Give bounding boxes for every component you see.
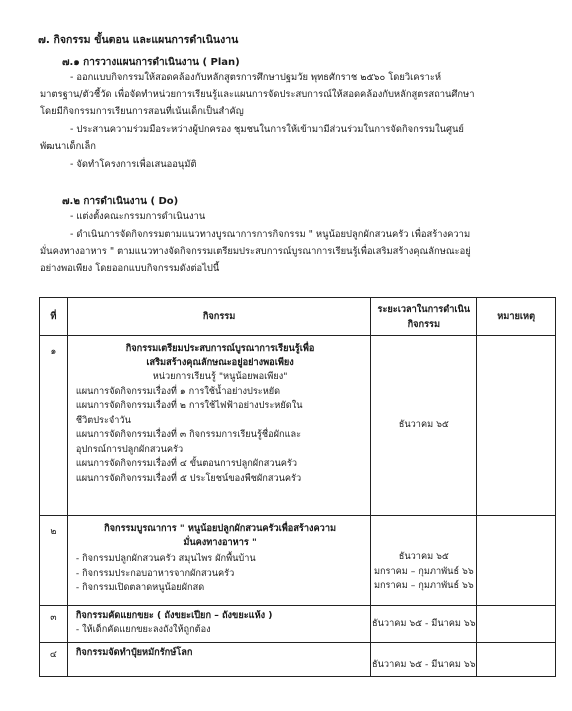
plan-line: โดยมีกิจกรรมการเรียนการสอนที่เน้นเด็กเป็นสำคัญ xyxy=(40,106,244,117)
plan-line: - ประสานความร่วมมือระหว่างผู้ปกครอง ชุมชนในการให้เข้ามามีส่วนร่วมในการจัดกิจกรรมในศูนย์ xyxy=(70,124,464,135)
row-remark xyxy=(477,606,556,643)
plan-line: มาตรฐาน/ตัวชี้วัด เพื่อจัดทำหน่วยการเรียนรู้และแผนการจัดประสบการณ์ให้สอดคล้องกับหลักสูตรสถานศึกษา xyxy=(40,89,475,100)
activity-unit: หน่วยการเรียนรู้ "หนูน้อยพอเพียง" xyxy=(152,371,288,382)
table-row xyxy=(40,642,556,676)
row-number: ๓ xyxy=(40,606,68,643)
row-remark xyxy=(477,642,556,676)
do-line: - ดำเนินการจัดกิจกรรมตามแนวทางบูรณาการการกิจกรรม " หนูน้อยปลูกผักสวนครัว เพื่อสร้างความ xyxy=(70,229,471,240)
row-number: ๔ xyxy=(40,642,68,676)
table-row xyxy=(40,336,556,516)
plan-line: พัฒนาเด็กเล็ก xyxy=(40,141,96,152)
activity-title: กิจกรรมเตรียมประสบการณ์บูรณาการเรียนรู้เพื่อ xyxy=(125,343,315,354)
period-text: มกราคม – กุมภาพันธ์ ๖๖ xyxy=(373,565,474,577)
section-title: ๗. กิจกรรม ขั้นตอน และแผนการดำเนินงาน xyxy=(38,34,239,46)
plan-line: - จัดทำโครงการเพื่อเสนออนุมัติ xyxy=(70,159,197,170)
header-remark: หมายเหตุ xyxy=(477,298,556,336)
activity-line: แผนการจัดกิจกรรมเรื่องที่ ๓ กิจกรรมการเรียนรู้ชื่อผักและ xyxy=(75,429,302,440)
activity-line: แผนการจัดกิจกรรมเรื่องที่ ๑ การใช้น้ำอย่างประหยัด xyxy=(75,385,281,397)
activity-title: กิจกรรมบูรณาการ " หนูน้อยปลูกผักสวนครัวเพื่อสร้างความ xyxy=(104,523,337,534)
row-activity xyxy=(67,642,370,676)
row-remark xyxy=(477,516,556,606)
period-text: ธันวาคม ๖๕ - มีนาคม ๖๖ xyxy=(372,617,476,629)
activity-line: - กิจกรรมเปิดตลาดหนูน้อยผักสด xyxy=(75,582,205,593)
activity-title: กิจกรรมจัดทำปุ๋ยหมักรักษ์โลก xyxy=(75,646,193,658)
period-text: ธันวาคม ๖๕ xyxy=(398,419,449,431)
row-activity xyxy=(67,516,370,606)
row-period xyxy=(371,606,477,643)
row-activity xyxy=(67,606,370,643)
table-header-row xyxy=(40,298,556,336)
period-text: มกราคม – กุมภาพันธ์ ๖๖ xyxy=(373,580,474,591)
row-number: ๑ xyxy=(40,336,68,516)
header-period-line: ระยะเวลาในการดำเนิน xyxy=(377,303,471,315)
header-no: ที่ xyxy=(40,298,68,336)
activity-title: เสริมสร้างคุณลักษณะอยู่อย่างพอเพียง xyxy=(146,357,294,368)
activity-line: - กิจกรรมปลูกผักสวนครัว สมุนไพร ผักพื้นบ้าน xyxy=(75,553,256,564)
activity-line: อุปกรณ์การปลูกผักสวนครัว xyxy=(75,443,184,455)
activity-line: - กิจกรรมประกอบอาหารจากผักสวนครัว xyxy=(75,567,235,579)
activity-line: ชีวิตประจำวัน xyxy=(75,414,131,426)
do-line: - แต่งตั้งคณะกรรมการดำเนินงาน xyxy=(70,211,206,222)
plan-line: - ออกแบบกิจกรรมให้สอดคล้องกับหลักสูตรการศึกษาปฐมวัย พุทธศักราช ๒๕๖๐ โดยวิเคราะห์ xyxy=(70,72,442,83)
activity-table xyxy=(39,297,556,677)
activity-line: แผนการจัดกิจกรรมเรื่องที่ ๔ ขั้นตอนการปลูกผักสวนครัว xyxy=(75,458,298,469)
table-row xyxy=(40,516,556,606)
row-period xyxy=(371,642,477,676)
row-number: ๒ xyxy=(40,516,68,606)
do-heading: ๗.๒ การดำเนินงาน ( Do) xyxy=(62,196,179,207)
activity-line: แผนการจัดกิจกรรมเรื่องที่ ๕ ประโยชน์ของพืชผักสวนครัว xyxy=(75,472,302,484)
row-activity xyxy=(67,336,370,516)
activity-line: แผนการจัดกิจกรรมเรื่องที่ ๒ การใช้ไฟฟ้าอย่างประหยัดใน xyxy=(75,400,303,411)
do-line: มั่นคงทางอาหาร " ตามแนวทางจัดกิจกรรมเตรียมประสบการณ์บูรณาการเรียนรู้เพื่อเสริมสร้างคุณลักษณะอยู่ xyxy=(40,246,471,257)
period-text: ธันวาคม ๖๕ - มีนาคม ๖๖ xyxy=(372,659,476,670)
header-period-line: กิจกรรม xyxy=(407,318,441,330)
do-line: อย่างพอเพียง โดยออกแบบกิจกรรมดังต่อไปนี้ xyxy=(40,263,220,274)
header-period xyxy=(371,298,477,336)
activity-title: กิจกรรมคัดแยกขยะ ( ถังขยะเปียก – ถังขยะแห้ง ) xyxy=(75,610,273,621)
activity-title: มั่นคงทางอาหาร " xyxy=(183,537,257,548)
table-row xyxy=(40,606,556,643)
row-period xyxy=(371,336,477,516)
header-activity: กิจกรรม xyxy=(67,298,370,336)
period-text: ธันวาคม ๖๕ xyxy=(398,551,449,562)
plan-heading: ๗.๑ การวางแผนการดำเนินงาน ( Plan) xyxy=(62,57,240,68)
row-period xyxy=(371,516,477,606)
row-remark xyxy=(477,336,556,516)
activity-line: - ให้เด็กคัดแยกขยะลงถังให้ถูกต้อง xyxy=(75,624,211,635)
